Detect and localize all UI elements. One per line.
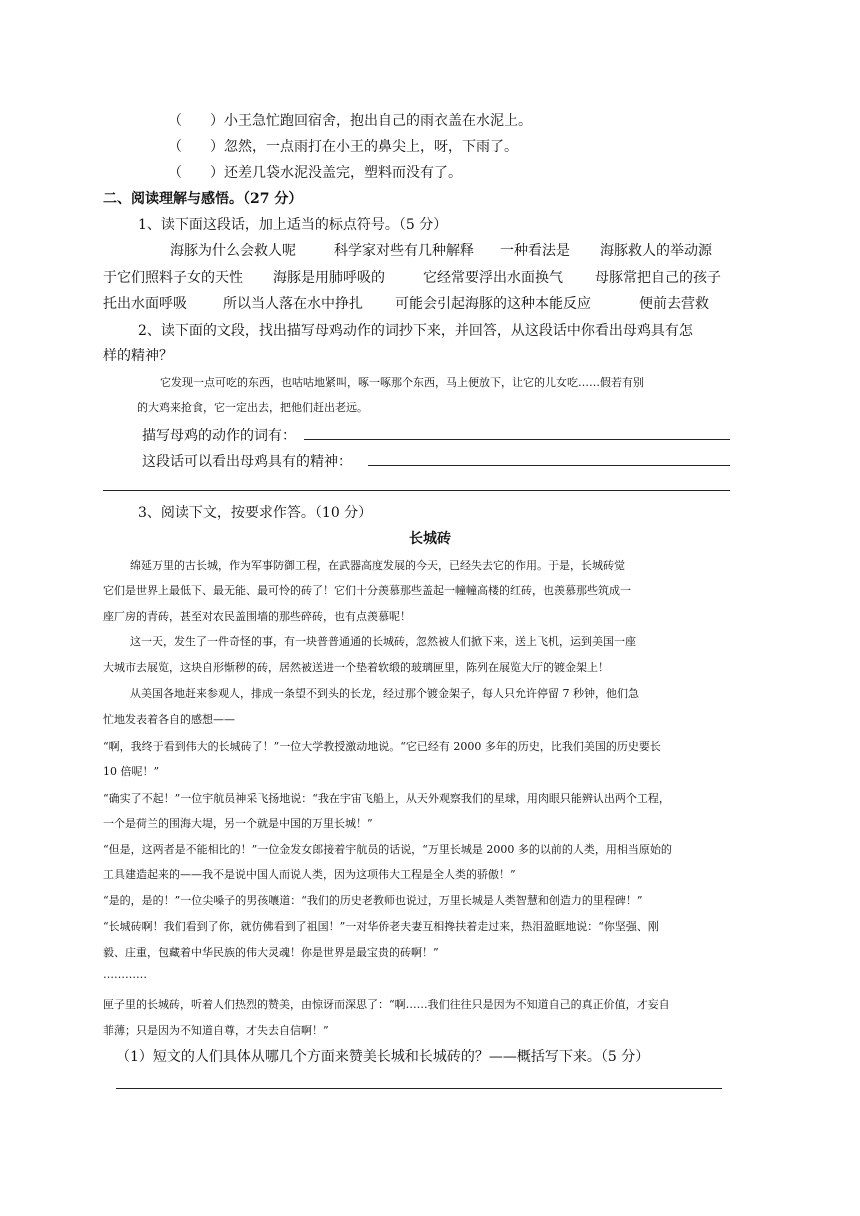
passage-line: 毅、庄重，包藏着中华民族的伟大灵魂！你是世界是最宝贵的砖啊！” (103, 946, 439, 959)
answer-extra-line[interactable] (103, 490, 730, 491)
text-segment: 托出水面呼吸 (103, 296, 187, 312)
punctuation-line-3 (103, 293, 709, 313)
passage-line: 匣子里的长城砖，听着人们热烈的赞美，由惊讶而深思了：“啊……我们往往只是因为不知道自己的真正价值，才妄自 (103, 998, 670, 1011)
order-item: （ ）还差几袋水泥没盖完，塑料而没有了。 (168, 165, 462, 181)
question-3-prompt: 3、阅读下文，按要求作答。（10 分） (138, 505, 373, 521)
passage-line: 从美国各地赶来参观人，排成一条望不到头的长龙，经过那个镀金架子，每人只允许停留 7 秒钟，他们急 (130, 687, 639, 700)
text-segment: 海豚救人的举动源 (600, 243, 712, 259)
order-item: （ ）忽然，一点雨打在小王的鼻尖上，呀，下雨了。 (168, 139, 518, 155)
passage-title: 长城砖 (409, 531, 451, 547)
question-1-prompt: 1、读下面这段话，加上适当的标点符号。（5 分） (138, 217, 448, 233)
passage-line: 它们是世界上最低下、最无能、最可怜的砖了！它们十分羡慕那些盖起一幢幢高楼的红砖，也羡慕那些筑成一 (103, 584, 631, 597)
text-segment: 可能会引起海豚的这种本能反应 (395, 296, 591, 312)
passage-line: “是的，是的！”一位尖嗓子的男孩嚷道：“我们的历史老教师也说过，万里长城是人类智慧和创造力的里程碑！” (103, 894, 643, 907)
text-segment: 母豚常把自己的孩子 (595, 270, 721, 286)
text-segment: 于它们照料子女的天性 (103, 270, 243, 286)
passage-line: 座厂房的青砖，甚至对农民盖围墙的那些碎砖，也有点羡慕呢！ (103, 610, 411, 623)
text-segment: 海豚为什么会救人呢 (170, 243, 296, 259)
passage-line: 工具建造起来的——我不是说中国人而说人类，因为这项伟大工程是全人类的骄傲！” (103, 868, 516, 881)
sub-question-1: （1）短文的人们具体从哪几个方面来赞美长城和长城砖的？——概括写下来。（5 分） (116, 1049, 650, 1065)
passage-line: 忙地发表着各自的感想—— (103, 713, 235, 726)
passage-line: “但是，这两者是不能相比的！”一位金发女郎接着宇航员的话说，“万里长城是 2000 多的以前的人类，用相当原始的 (103, 843, 672, 856)
question-2-prompt-cont: 样的精神？ (103, 348, 173, 364)
passage-line: “确实了不起！”一位宇航员神采飞扬地说：“我在宇宙飞船上，从天外观察我们的星球，用肉眼只能辨认出两个工程， (103, 792, 670, 805)
text-segment: 它经常要浮出水面换气 (423, 270, 563, 286)
order-item: （ ）小王急忙跑回宿舍，抱出自己的雨衣盖在水泥上。 (168, 113, 532, 129)
question-2-prompt: 2、读下面的文段，找出描写母鸡动作的词抄下来，并回答，从这段话中你看出母鸡具有怎 (138, 323, 693, 339)
passage-ellipsis: ………… (103, 968, 147, 981)
answer-1-line[interactable] (304, 439, 730, 440)
answer-1-label: 描写母鸡的动作的词有： (142, 428, 296, 444)
punctuation-line-1 (170, 240, 712, 260)
answer-2-line[interactable] (368, 465, 730, 466)
passage-line: 菲薄；只是因为不知道自尊，才失去自信啊！” (103, 1024, 329, 1037)
passage-line: 这一天，发生了一件奇怪的事，有一块普普通通的长城砖，忽然被人们掀下来，送上飞机，运到美国一座 (130, 635, 636, 648)
sub-question-1-answer-line[interactable] (116, 1088, 722, 1089)
passage-line: 10 倍呢！” (103, 765, 160, 778)
section-heading: 二、阅读理解与感悟。（27 分） (103, 191, 303, 207)
passage-line: 大城市去展览，这块自形惭秽的砖，居然被送进一个垫着软缎的玻璃匣里，陈列在展览大厅的镀金架上！ (103, 661, 609, 674)
text-segment: 科学家对些有几种解释 (334, 243, 474, 259)
text-segment: 便前去营救 (639, 296, 709, 312)
answer-2-label: 这段话可以看出母鸡具有的精神： (142, 454, 352, 470)
text-segment: 一种看法是 (500, 243, 570, 259)
passage-line: 的大鸡来抢食，它一定出去，把他们赶出老远。 (137, 401, 368, 414)
text-segment: 海豚是用肺呼吸的 (273, 270, 385, 286)
passage-line: “长城砖啊！我们看到了你，就仿佛看到了祖国！”一对华侨老夫妻互相搀扶着走过来，热泪盈眶地说：“你坚强、刚 (103, 920, 659, 933)
passage-line: 一个是荷兰的围海大堤，另一个就是中国的万里长城！” (103, 817, 373, 830)
passage-line: “啊，我终于看到伟大的长城砖了！”一位大学教授激动地说。“它已经有 2000 多年的历史，比我们美国的历史要长 (103, 740, 661, 753)
punctuation-line-2 (103, 267, 721, 287)
passage-line: 它发现一点可吃的东西，也咕咕地紧叫，啄一啄那个东西，马上便放下，让它的儿女吃……假若有别 (160, 376, 644, 389)
passage-line: 绵延万里的古长城，作为军事防御工程，在武器高度发展的今天，已经失去它的作用。于是，长城砖觉 (130, 559, 625, 572)
text-segment: 所以当人落在水中挣扎 (223, 296, 363, 312)
